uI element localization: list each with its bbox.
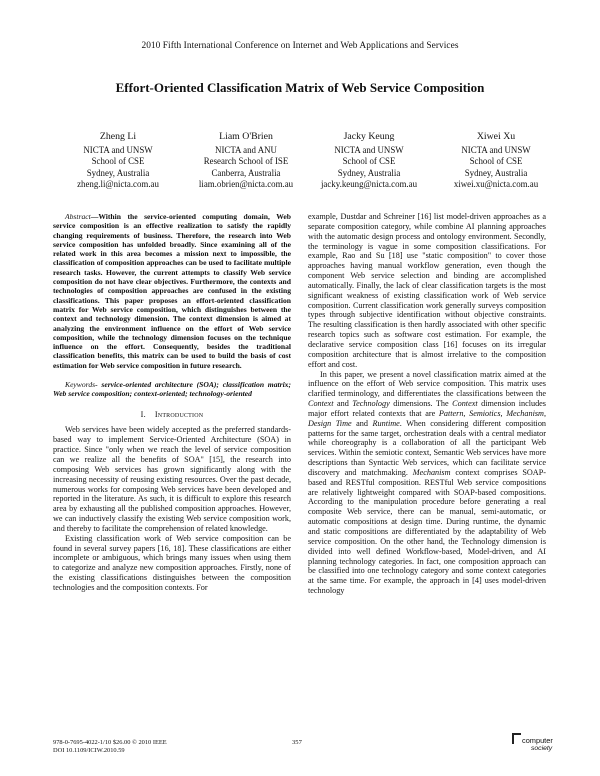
left-column [53,212,291,593]
author-name: Liam O'Brien [219,131,273,142]
author-school: Research School of ISE [203,156,289,167]
computer-society-logo [512,733,560,761]
section-number: I. [140,409,146,419]
right-column [308,212,546,596]
footer-isbn: 978-0-7695-4022-1/10 $26.00 © 2010 IEEE [53,739,167,746]
keywords [53,380,291,399]
author-4 [431,131,561,190]
author-name: Jacky Keung [343,131,395,142]
author-email[interactable]: jacky.keung@nicta.com.au [320,178,418,189]
keywords-label: Keywords [65,380,96,390]
abstract [53,212,291,370]
author-location: Canberra, Australia [211,167,281,178]
page-number: 357 [292,739,302,746]
section-title: Introduction [154,409,204,419]
author-school: School of CSE [91,156,145,167]
author-location: Sydney, Australia [337,167,401,178]
logo-mark-icon [512,733,521,744]
author-school: School of CSE [469,156,523,167]
author-email[interactable]: zheng.li@nicta.com.au [77,178,159,189]
author-affiliation: NICTA and UNSW [83,145,153,156]
author-email[interactable]: xiwei.xu@nicta.com.au [453,178,539,189]
intro-paragraph-1: Web services have been widely accepted as the preferred standards-based way to implement Service-Oriented Architecture (SOA) in practice. Since "only when we reach the level of service composition can we realize all the benefits of SOA" [15], the research into composing Web services has grown significantly along with the increasing necessity of reusing existing resources. Over the past decade, numerous works for composing Web services have been developed and reported in the literature. As such, it is difficult to explore this research area by exhausting all the published composition approaches. However, we can inductively classify the existing Web service composition work, and thereby to facilitate the comprehension of related knowledge. [53,425,291,533]
author-affiliation: NICTA and UNSW [334,145,404,156]
author-block [53,131,563,191]
author-email[interactable]: liam.obrien@nicta.com.au [198,178,294,189]
paper-title: Effort-Oriented Classification Matrix of Web Service Composition [115,80,485,95]
author-school: School of CSE [342,156,396,167]
author-location: Sydney, Australia [464,167,528,178]
author-name: Xiwei Xu [476,131,516,142]
author-3 [304,131,434,190]
footer-publication-info [53,739,167,755]
logo-text-line-1: computer [522,736,553,745]
intro-paragraph-4: In this paper, we present a novel classification matrix aimed at the influence on the effort of Web service composition. This matrix uses clarified terminology, and differentiates the classifications between the Context and Technology dimensions. The Context dimension includes major effort related contexts that are Pattern, Semiotics, Mechanism, Design Time and Runtime. When considering different composition patterns for the same target, orchestration deals with a central mediator while choreography is a collaboration of all the participant Web services. Within the semiotic context, Semantic Web services have more descriptions than Syntactic Web services, which can facilitate service discovery and matchmaking. Mechanism context comprises SOAP-based and RESTful composition. RESTful Web service compositions are relatively lightweight compared with SOAP-based compositions. According to the manipulation procedure before generating a real composite Web service, there can be manual, semi-automatic, or automatic compositions at design time. During runtime, the dynamic and static compositions are differentiated by the adaptability of Web service composition. On the other hand, the Technology dimension is divided into well defined Workflow-based, Model-driven, and AI planning technology categories. In fact, one composition approach can be classified into one technology category and some context categories at the same time. For example, the approach in [4] uses model-driven technology [308,369,547,596]
abstract-label: Abstract [65,212,91,221]
footer-doi: DOI 10.1109/ICIW.2010.59 [53,747,125,754]
keywords-text: - service-oriented architecture (SOA); classification matrix; Web service composition; context-oriented; technology-oriented [53,380,291,399]
author-2 [181,131,311,190]
conference-header: 2010 Fifth International Conference on Internet and Web Applications and Services [141,41,459,51]
author-location: Sydney, Australia [86,167,150,178]
intro-paragraph-2: Existing classification work of Web service composition can be found in several survey papers [16, 18]. These classifications are either incomplete or ambiguous, which brings many issues when using them to categorize and analyze new composition approaches. Firstly, none of the existing classifications distinguishes between the composition technologies and the composition contexts. For [53,533,291,592]
author-name: Zheng Li [99,131,137,142]
author-1 [53,131,183,190]
intro-paragraph-3: example, Dustdar and Schreiner [16] list model-driven approaches as a separate composition category, while combine AI planning approaches with the automatic design process and ontology environment. Secondly, the terminology is vague in some composition classifications. For example, Rao and Su [18] use "static composition" to cover those approaches having manual workflow generation, even though the component Web service selection and binding are accomplished automatically. Finally, the lack of clear classification targets is the most significant weakness of existing classification work of Web service composition. Current classification work generally surveys composition types through subjective identification without objective constraints. The resulting classification is then hardly associated with other specific research topics such as software cost estimation. For example, the declarative service composition class [16] focuses on its irregular composition architecture that is almost irrelative to the composition effort and cost. [308,212,546,369]
author-affiliation: NICTA and UNSW [461,145,531,156]
section-heading-introduction [53,410,291,420]
logo-text-line-2: society [531,745,553,752]
author-affiliation: NICTA and ANU [215,145,277,156]
abstract-text: —Within the service-oriented computing domain, Web service composition is an effective realization to satisfy the rapidly changing requirements of business. Therefore, the research into Web service composition has unfolded broadly. Since examining all of the related work in this area becomes a mission next to impossible, the classification of composition approaches can be used to facilitate multiple research tasks. However, the current attempts to classify Web service composition do not have clear objectives. Furthermore, the contexts and technologies of composition approaches are confused in the existing classifications. This paper proposes an effort-oriented classification matrix for Web service composition, which distinguishes between the context and technology dimension. The context dimension is aimed at analyzing the environment influence on the effort of Web service composition, while the technology dimension focuses on the technique influence on the effort. Consequently, besides the traditional classification benefits, this matrix can be used to build the basis of cost estimation for Web service composition in future research. [53,212,291,370]
